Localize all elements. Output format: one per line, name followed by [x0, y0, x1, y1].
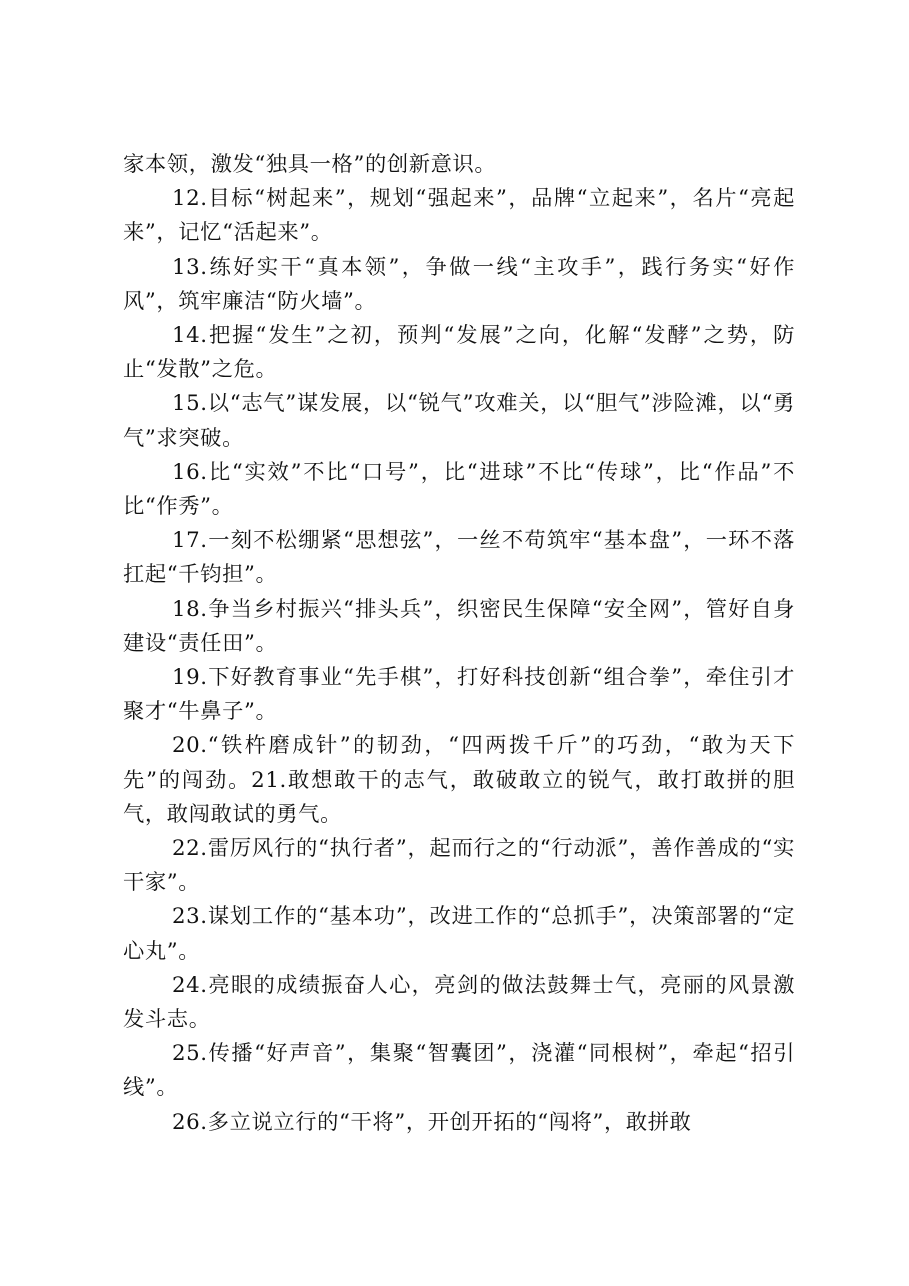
paragraph-22: 22.雷厉风行的“执行者”，起而行之的“行动派”，善作善成的“实干家”。	[123, 836, 795, 896]
paragraph-13: 13.练好实干“真本领”，争做一线“主攻手”，践行务实“好作风”，筑牢廉洁“防火墙”。	[123, 254, 795, 314]
paragraph-12: 12.目标“树起来”，规划“强起来”，品牌“立起来”，名片“亮起来”，记忆“活起来”。	[123, 186, 795, 246]
paragraph-15: 15.以“志气”谋发展，以“锐气”攻难关，以“胆气”涉险滩，以“勇气”求突破。	[123, 391, 795, 451]
paragraph-20-21: 20.“铁杵磨成针”的韧劲，“四两拨千斤”的巧劲，“敢为天下先”的闯劲。21.敢想敢干的志气，敢破敢立的锐气，敢打敢拼的胆气，敢闯敢试的勇气。	[123, 733, 795, 827]
paragraph-24: 24.亮眼的成绩振奋人心，亮剑的做法鼓舞士气，亮丽的风景激发斗志。	[123, 972, 795, 1033]
paragraph-19: 19.下好教育事业“先手棋”，打好科技创新“组合拳”，牵住引才聚才“牛鼻子”。	[123, 665, 795, 725]
paragraph-continuation: 家本领，激发“独具一格”的创新意识。	[123, 152, 497, 177]
paragraph-14: 14.把握“发生”之初，预判“发展”之向，化解“发酵”之势，防止“发散”之危。	[123, 323, 795, 383]
paragraph-16: 16.比“实效”不比“口号”，比“进球”不比“传球”，比“作品”不比“作秀”。	[123, 459, 795, 520]
document-body	[123, 148, 795, 1140]
paragraph-18: 18.争当乡村振兴“排头兵”，织密民生保障“安全网”，管好自身建设“责任田”。	[123, 596, 795, 656]
paragraph-17: 17.一刻不松绷紧“思想弦”，一丝不苟筑牢“基本盘”，一环不落扛起“千钧担”。	[123, 528, 795, 588]
paragraph-25: 25.传播“好声音”，集聚“智囊团”，浇灌“同根树”，牵起“招引线”。	[123, 1041, 795, 1101]
paragraph-26: 26.多立说立行的“干将”，开创开拓的“闯将”，敢拼敢	[172, 1109, 692, 1135]
paragraph-23: 23.谋划工作的“基本功”，改进工作的“总抓手”，决策部署的“定心丸”。	[123, 904, 795, 964]
